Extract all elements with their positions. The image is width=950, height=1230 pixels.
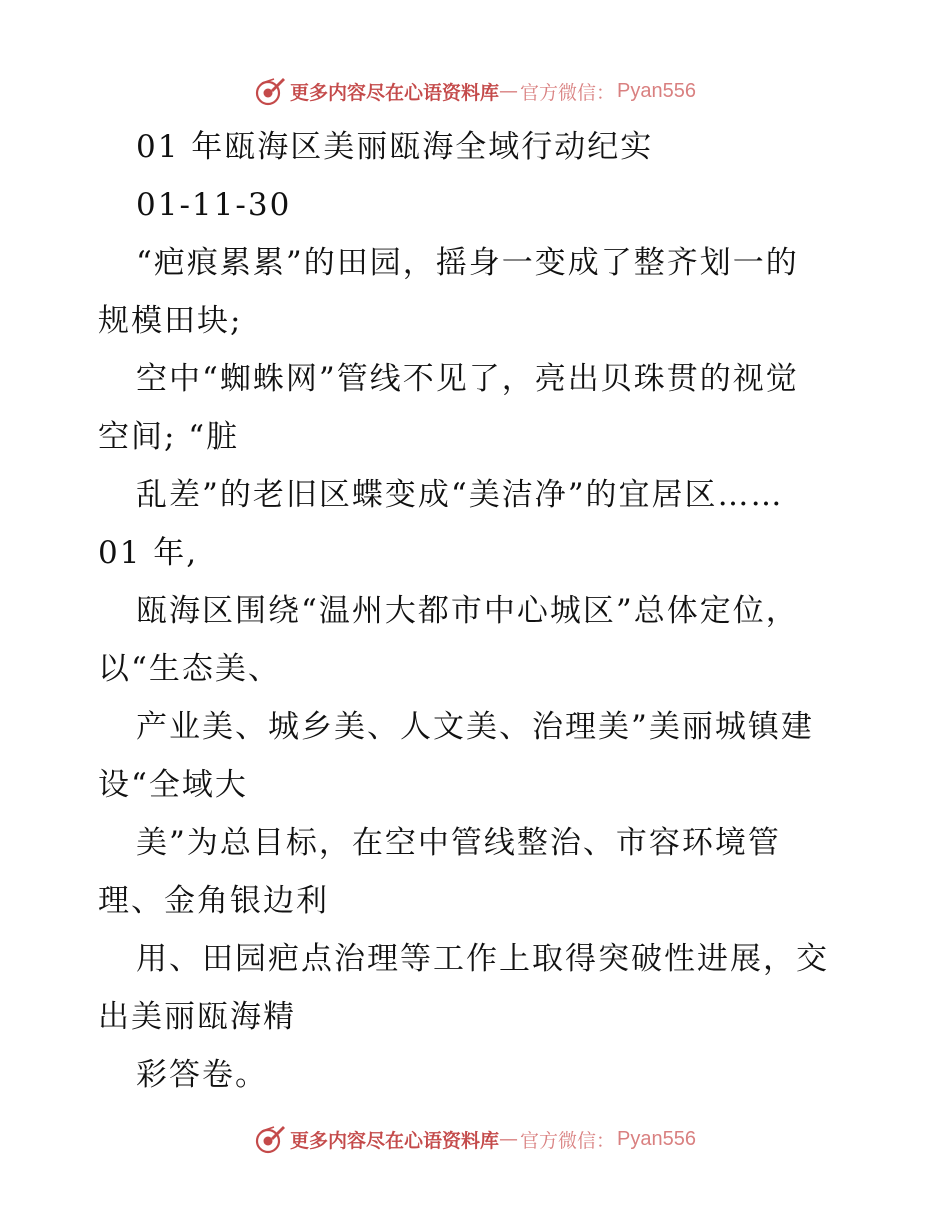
pen-logo-icon — [254, 1123, 286, 1155]
doc-line: 出美丽瓯海精 — [98, 999, 296, 1035]
watermark-main-text: 更多内容尽在心语资料库 — [290, 1129, 500, 1152]
doc-line: 理、金角银边利 — [98, 883, 329, 919]
watermark-wechat-label: 官方微信： — [520, 81, 616, 104]
doc-line: 空中“蜘蛛网”管线不见了，亮出贝珠贯的视觉 — [136, 361, 799, 397]
doc-line: 瓯海区围绕“温州大都市中心城区”总体定位， — [136, 593, 799, 629]
document-body — [98, 118, 858, 1104]
watermark-separator: — — [499, 1128, 519, 1150]
watermark-footer — [0, 1117, 950, 1161]
doc-line: 美”为总目标，在空中管线整治、市容环境管 — [136, 825, 781, 861]
doc-line: 产业美、城乡美、人文美、治理美”美丽城镇建 — [136, 709, 814, 745]
watermark-wechat-label: 官方微信： — [520, 1129, 616, 1152]
doc-line: 01-11-30 — [136, 187, 292, 223]
doc-line: 乱差”的老旧区蝶变成“美洁净”的宜居区…… — [136, 477, 784, 513]
doc-line: 01 年, — [98, 535, 199, 571]
doc-line: 以“生态美、 — [98, 651, 281, 687]
doc-line: 用、田园疤点治理等工作上取得突破性进展，交 — [136, 941, 829, 977]
watermark-separator: — — [499, 80, 519, 102]
doc-line: 01 年瓯海区美丽瓯海全域行动纪实 — [136, 129, 654, 165]
watermark-main-text: 更多内容尽在心语资料库 — [290, 81, 500, 104]
doc-line: 空间; “脏 — [98, 419, 240, 455]
doc-line: 设“全域大 — [98, 767, 248, 803]
watermark-header — [0, 69, 950, 113]
doc-line: 彩答卷。 — [136, 1057, 268, 1093]
watermark-wechat-id: Pyan556 — [617, 1127, 696, 1150]
pen-logo-icon — [254, 75, 286, 107]
doc-line: 规模田块; — [98, 303, 243, 339]
watermark-wechat-id: Pyan556 — [617, 79, 696, 102]
doc-line: “疤痕累累”的田园，摇身一变成了整齐划一的 — [136, 245, 799, 281]
